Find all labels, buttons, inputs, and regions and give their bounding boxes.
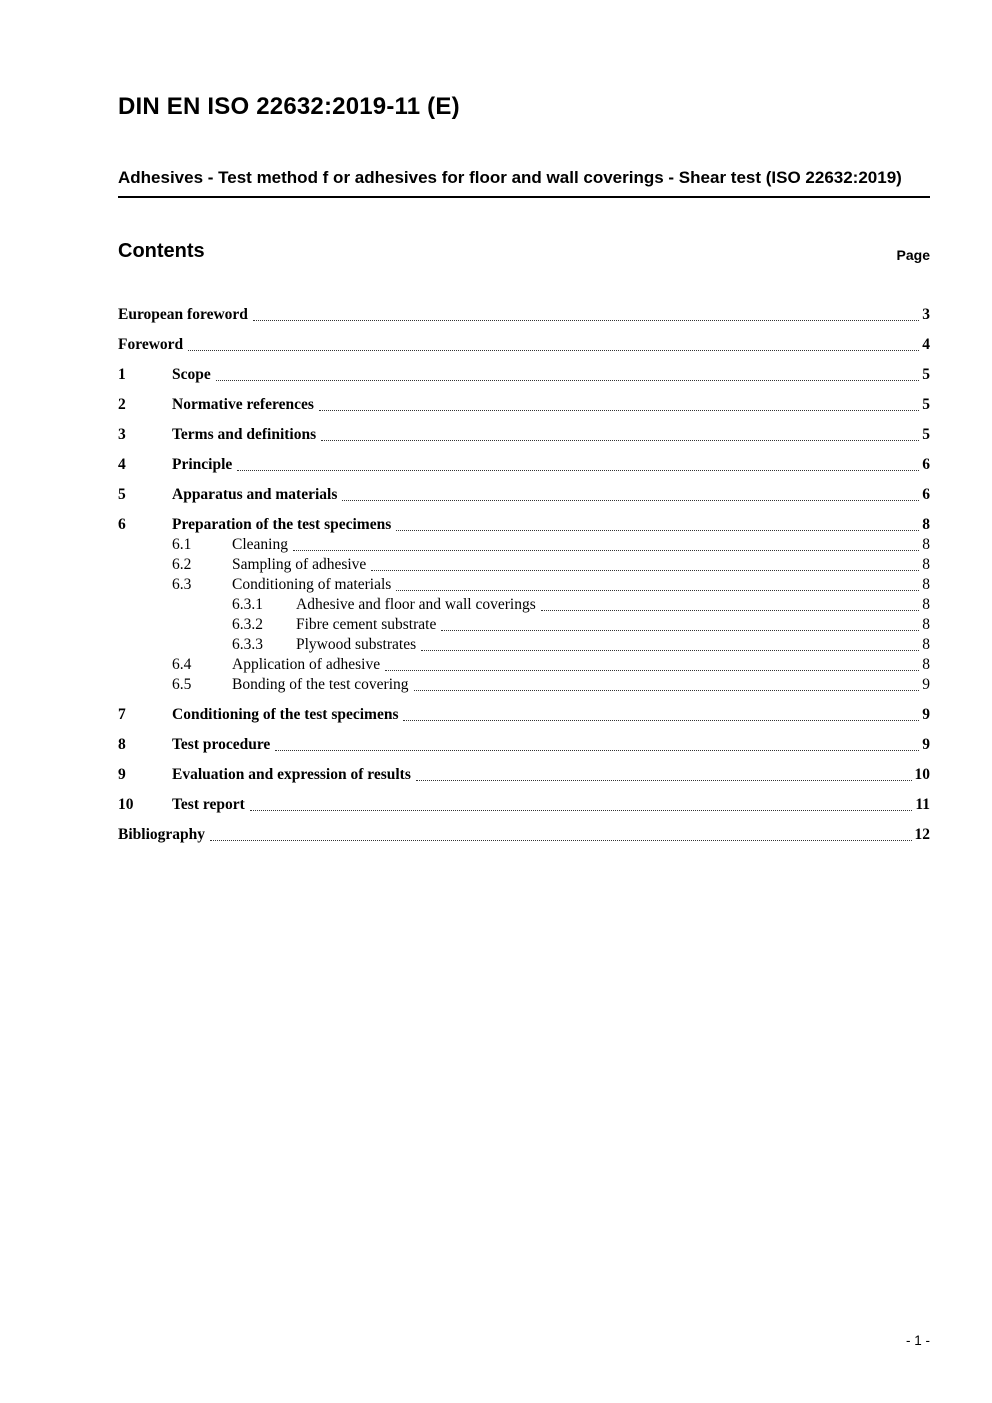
toc-entry-number: 6.3.3	[232, 636, 263, 654]
toc-entry-number: 10	[118, 796, 134, 814]
toc-leader-dots	[321, 440, 919, 441]
toc-entry-page: 8	[922, 556, 930, 574]
toc-entry-page: 4	[922, 336, 930, 354]
toc-entry[interactable]	[118, 305, 930, 325]
toc-list	[118, 305, 930, 845]
toc-entry[interactable]	[118, 335, 930, 355]
toc-entry[interactable]	[118, 615, 930, 635]
toc-entry-page: 11	[915, 796, 930, 814]
toc-leader-dots	[441, 630, 919, 631]
toc-entry-label: Normative references	[172, 396, 314, 414]
toc-entry[interactable]	[118, 795, 930, 815]
document-subtitle: Adhesives - Test method f or adhesives for floor and wall coverings - Shear test (ISO 22632:2019)	[118, 167, 930, 198]
toc-leader-dots	[421, 650, 919, 651]
toc-entry-label: Foreword	[118, 336, 184, 354]
contents-header-bar	[118, 240, 930, 263]
toc-leader-dots	[342, 500, 919, 501]
toc-entry-page: 5	[922, 366, 930, 384]
toc-entry-label: Terms and definitions	[172, 426, 317, 444]
toc-entry[interactable]	[118, 425, 930, 445]
toc-leader-dots	[216, 380, 920, 381]
toc-entry-label: Application of adhesive	[232, 656, 381, 674]
toc-entry-label: Bonding of the test covering	[232, 676, 409, 694]
toc-entry-page: 5	[922, 396, 930, 414]
toc-entry-label: Preparation of the test specimens	[172, 516, 392, 534]
toc-entry-label: Sampling of adhesive	[232, 556, 367, 574]
page-column-label: Page	[896, 247, 930, 264]
toc-entry-page: 8	[922, 636, 930, 654]
toc-entry-page: 8	[922, 596, 930, 614]
toc-entry-page: 10	[914, 766, 930, 784]
toc-entry-page: 12	[914, 826, 930, 844]
toc-entry-page: 8	[922, 616, 930, 634]
toc-entry[interactable]	[118, 675, 930, 695]
toc-leader-dots	[371, 570, 919, 571]
toc-entry[interactable]	[118, 595, 930, 615]
toc-entry[interactable]	[118, 635, 930, 655]
toc-entry-label: Adhesive and floor and wall coverings	[296, 596, 536, 614]
footer-page-number: - 1 -	[905, 1333, 930, 1348]
toc-entry-label: Test report	[172, 796, 245, 814]
toc-entry-label: Evaluation and expression of results	[172, 766, 411, 784]
toc-entry[interactable]	[118, 825, 930, 845]
toc-entry-label: Bibliography	[118, 826, 205, 844]
toc-leader-dots	[403, 720, 919, 721]
toc-entry-number: 6.3.2	[232, 616, 263, 634]
toc-leader-dots	[250, 810, 913, 811]
toc-entry-number: 6.3	[172, 576, 192, 594]
toc-entry-page: 8	[922, 656, 930, 674]
toc-entry-number: 9	[118, 766, 126, 784]
toc-entry-number: 1	[118, 366, 126, 384]
toc-leader-dots	[416, 780, 912, 781]
toc-entry-label: Fibre cement substrate	[296, 616, 437, 634]
toc-entry-label: Apparatus and materials	[172, 486, 338, 504]
toc-entry-page: 8	[922, 536, 930, 554]
toc-entry-number: 6.5	[172, 676, 192, 694]
toc-entry-label: Conditioning of the test specimens	[172, 706, 399, 724]
toc-leader-dots	[396, 530, 919, 531]
toc-entry-page: 8	[922, 516, 930, 534]
toc-entry[interactable]	[118, 575, 930, 595]
toc-entry[interactable]	[118, 535, 930, 555]
toc-entry-number: 5	[118, 486, 126, 504]
toc-entry-number: 2	[118, 396, 126, 414]
toc-entry-number: 3	[118, 426, 126, 444]
toc-entry-number: 6.2	[172, 556, 192, 574]
toc-entry-page: 9	[922, 676, 930, 694]
toc-entry-label: Scope	[172, 366, 211, 384]
toc-leader-dots	[385, 670, 919, 671]
toc-entry-number: 4	[118, 456, 126, 474]
toc-entry-number: 6	[118, 516, 126, 534]
toc-entry[interactable]	[118, 395, 930, 415]
toc-leader-dots	[319, 410, 919, 411]
toc-entry-label: Plywood substrates	[296, 636, 417, 654]
toc-entry-page: 9	[922, 706, 930, 724]
toc-entry[interactable]	[118, 515, 930, 535]
toc-entry[interactable]	[118, 485, 930, 505]
toc-entry-label: Cleaning	[232, 536, 288, 554]
toc-leader-dots	[188, 350, 919, 351]
toc-entry-number: 7	[118, 706, 126, 724]
toc-entry[interactable]	[118, 765, 930, 785]
toc-leader-dots	[414, 690, 920, 691]
toc-entry[interactable]	[118, 555, 930, 575]
document-title: DIN EN ISO 22632:2019-11 (E)	[118, 93, 460, 120]
toc-entry-label: European foreword	[118, 306, 248, 324]
toc-leader-dots	[253, 320, 919, 321]
contents-heading: Contents	[118, 240, 205, 263]
toc-entry[interactable]	[118, 655, 930, 675]
toc-leader-dots	[293, 550, 919, 551]
toc-leader-dots	[275, 750, 919, 751]
toc-entry-page: 5	[922, 426, 930, 444]
toc-entry-number: 8	[118, 736, 126, 754]
toc-leader-dots	[210, 840, 912, 841]
toc-entry-page: 3	[922, 306, 930, 324]
toc-entry-page: 8	[922, 576, 930, 594]
toc-entry-label: Test procedure	[172, 736, 271, 754]
toc-entry-page: 6	[922, 486, 930, 504]
toc-leader-dots	[237, 470, 919, 471]
toc-entry-page: 6	[922, 456, 930, 474]
toc-leader-dots	[541, 610, 919, 611]
toc-entry-page: 9	[922, 736, 930, 754]
toc-entry-number: 6.3.1	[232, 596, 263, 614]
toc-entry-number: 6.4	[172, 656, 192, 674]
toc-entry-number: 6.1	[172, 536, 192, 554]
toc-entry[interactable]	[118, 705, 930, 725]
toc-entry[interactable]	[118, 365, 930, 385]
toc-entry[interactable]	[118, 735, 930, 755]
toc-entry-label: Conditioning of materials	[232, 576, 392, 594]
toc-leader-dots	[396, 590, 919, 591]
toc-entry[interactable]	[118, 455, 930, 475]
toc-entry-label: Principle	[172, 456, 233, 474]
